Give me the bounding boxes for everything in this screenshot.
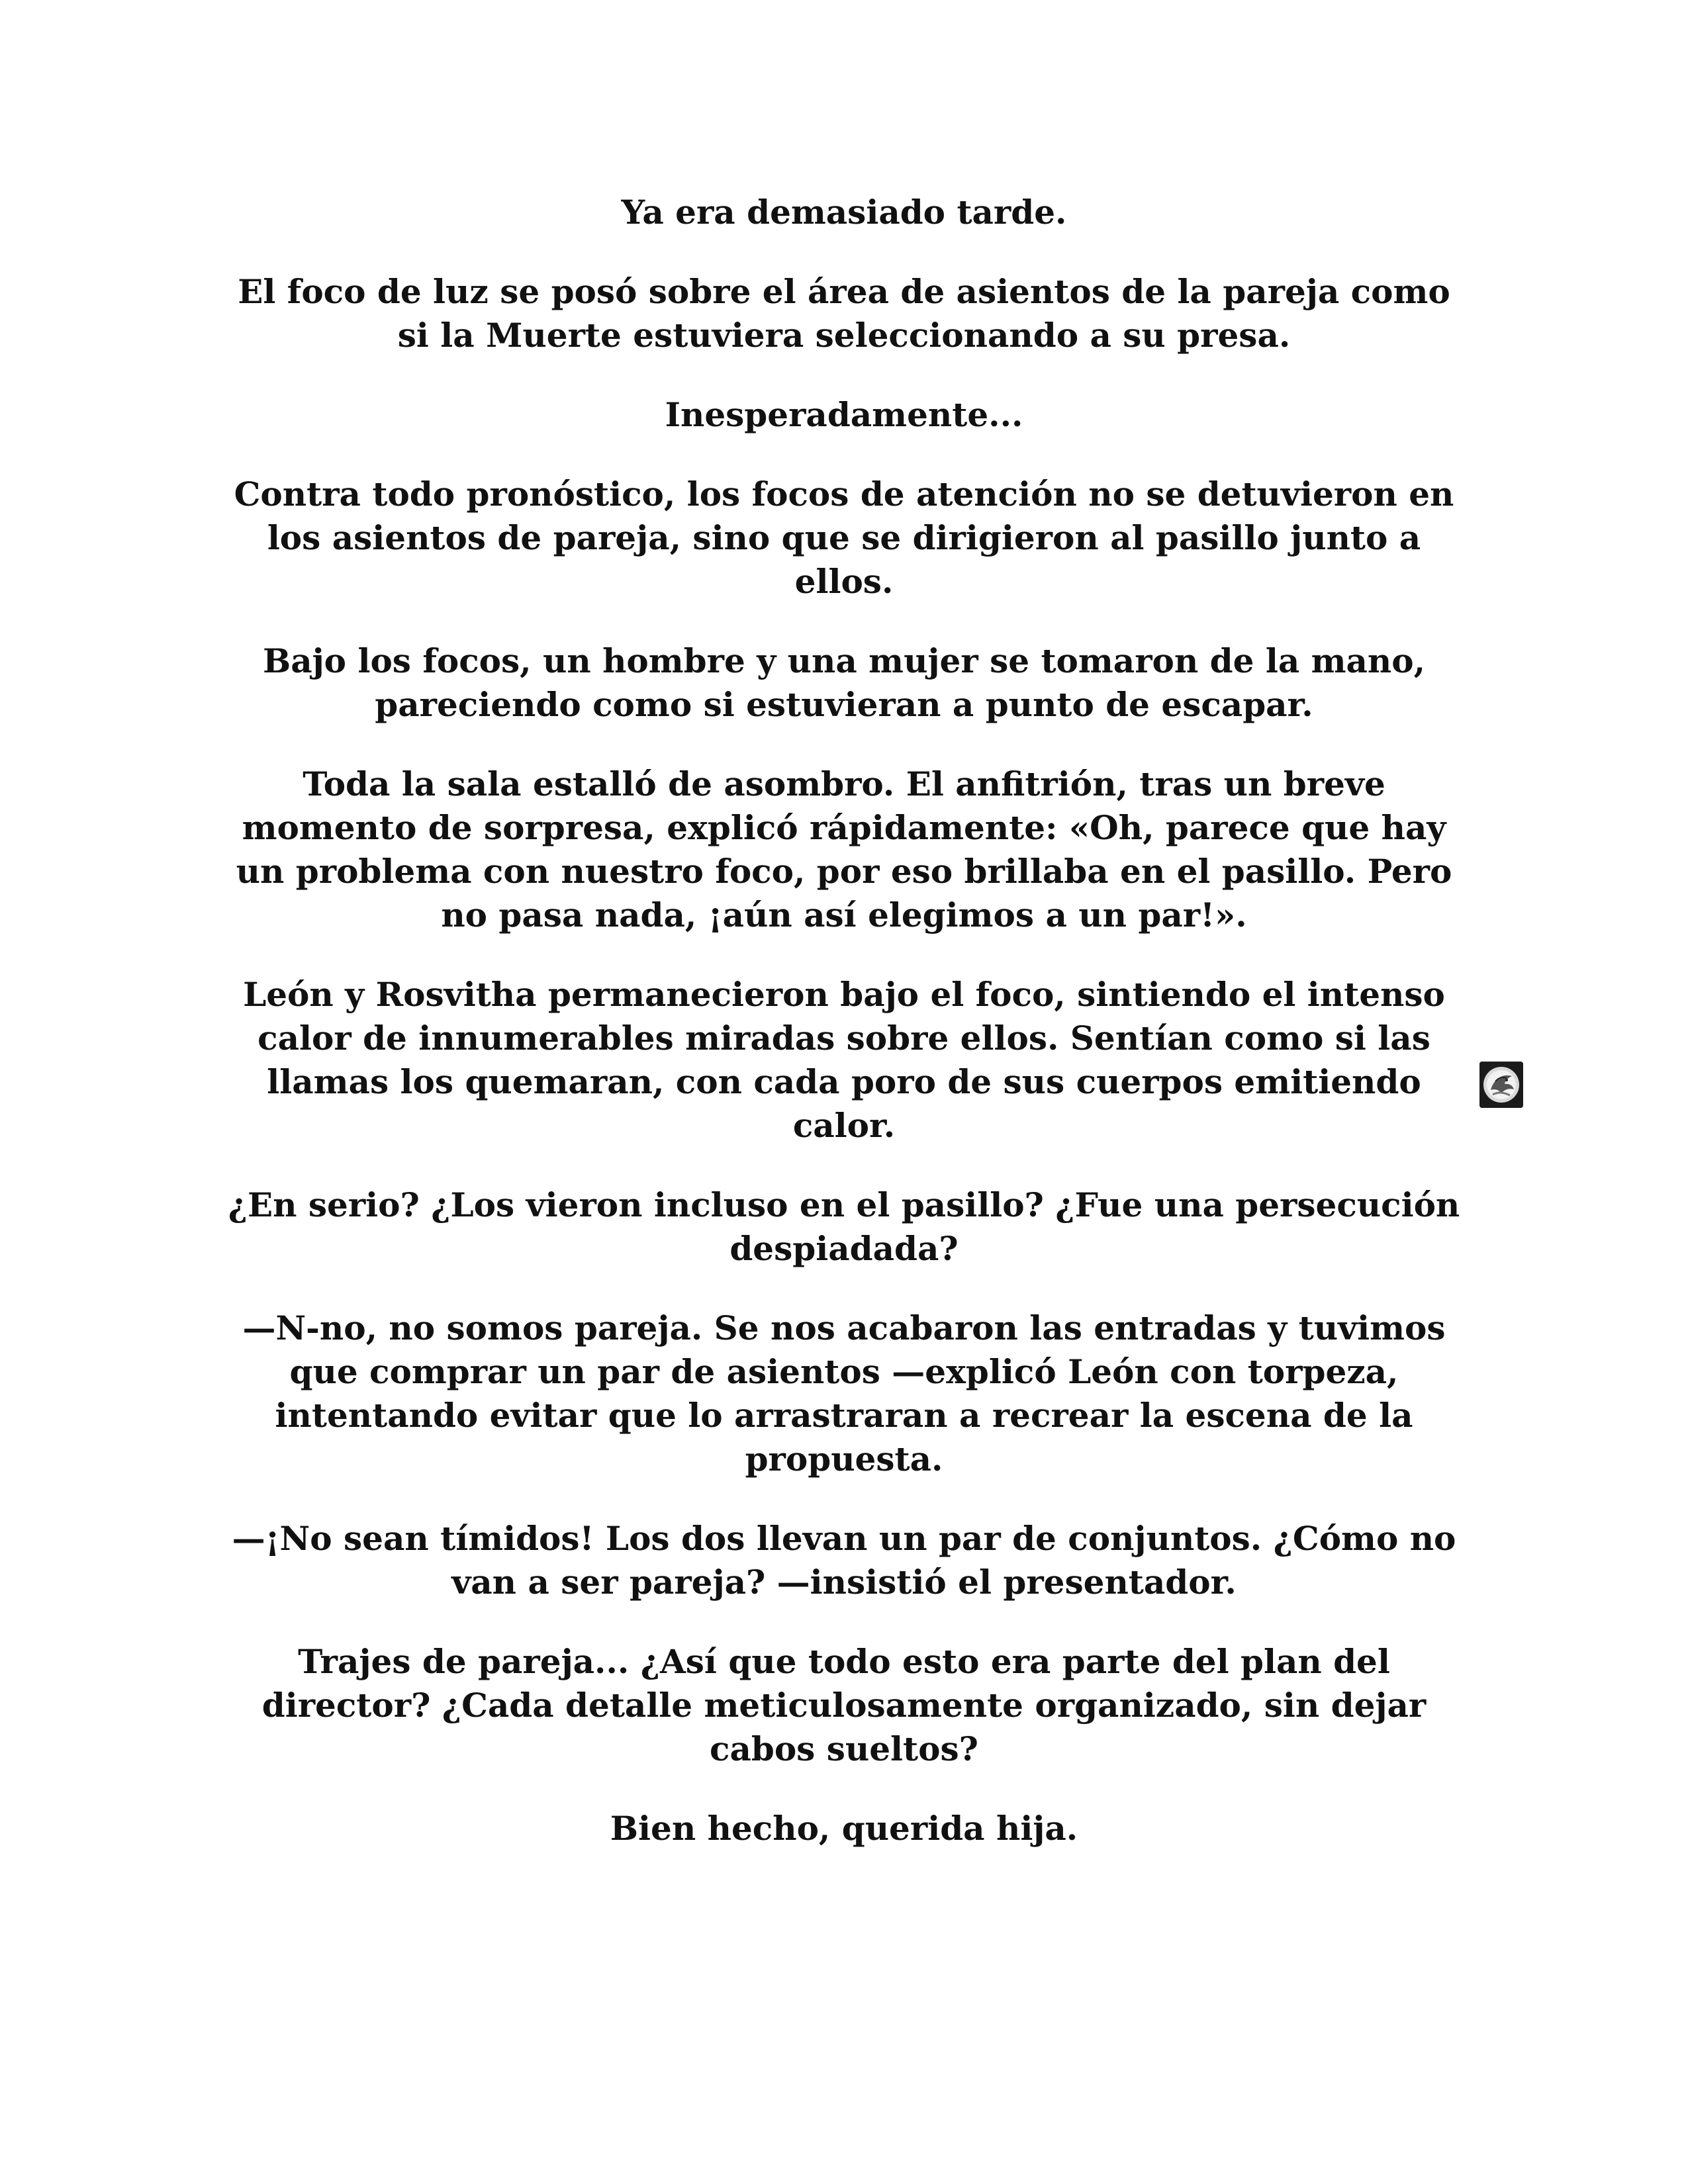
- paragraph: Toda la sala estalló de asombro. El anfitrión, tras un breve momento de sorpresa, explicó rápidamente: «Oh, parece que hay un problema con nuestro foco, por eso brillaba en el pasillo. Pero no pasa nada, ¡aún así elegimos a un par!».: [236, 764, 1452, 934]
- paragraph: Bajo los focos, un hombre y una mujer se tomaron de la mano, pareciendo como si estuvieran a punto de escapar.: [262, 641, 1426, 724]
- dragon-emblem-icon: [1479, 1062, 1523, 1108]
- paragraph: Inesperadamente...: [665, 395, 1023, 434]
- paragraph: León y Rosvitha permanecieron bajo el foco, sintiendo el intenso calor de innumerables miradas sobre ellos. Sentían como si las llamas los quemaran, con cada poro de sus cuerpos emitiendo calor.: [243, 975, 1445, 1145]
- paragraph: El foco de luz se posó sobre el área de asientos de la pareja como si la Muerte estuviera seleccionando a su presa.: [238, 272, 1450, 355]
- paragraph: —N-no, no somos pareja. Se nos acabaron las entradas y tuvimos que comprar un par de asientos —explicó León con torpeza, intentando evitar que lo arrastraran a recrear la escena de la propuesta.: [242, 1308, 1446, 1479]
- paragraph: Trajes de pareja... ¿Así que todo esto era parte del plan del director? ¿Cada detalle meticulosamente organizado, sin dejar cabos sueltos?: [261, 1642, 1427, 1768]
- story-text: [225, 191, 1463, 1886]
- paragraph: —¡No sean tímidos! Los dos llevan un par de conjuntos. ¿Cómo no van a ser pareja? —insistió el presentador.: [232, 1519, 1456, 1602]
- paragraph: Bien hecho, querida hija.: [610, 1809, 1078, 1848]
- paragraph: Contra todo pronóstico, los focos de atención no se detuvieron en los asientos de pareja, sino que se dirigieron al pasillo junto a ellos.: [234, 475, 1454, 601]
- paragraph: Ya era demasiado tarde.: [621, 193, 1067, 232]
- paragraph: ¿En serio? ¿Los vieron incluso en el pasillo? ¿Fue una persecución despiadada?: [228, 1185, 1460, 1268]
